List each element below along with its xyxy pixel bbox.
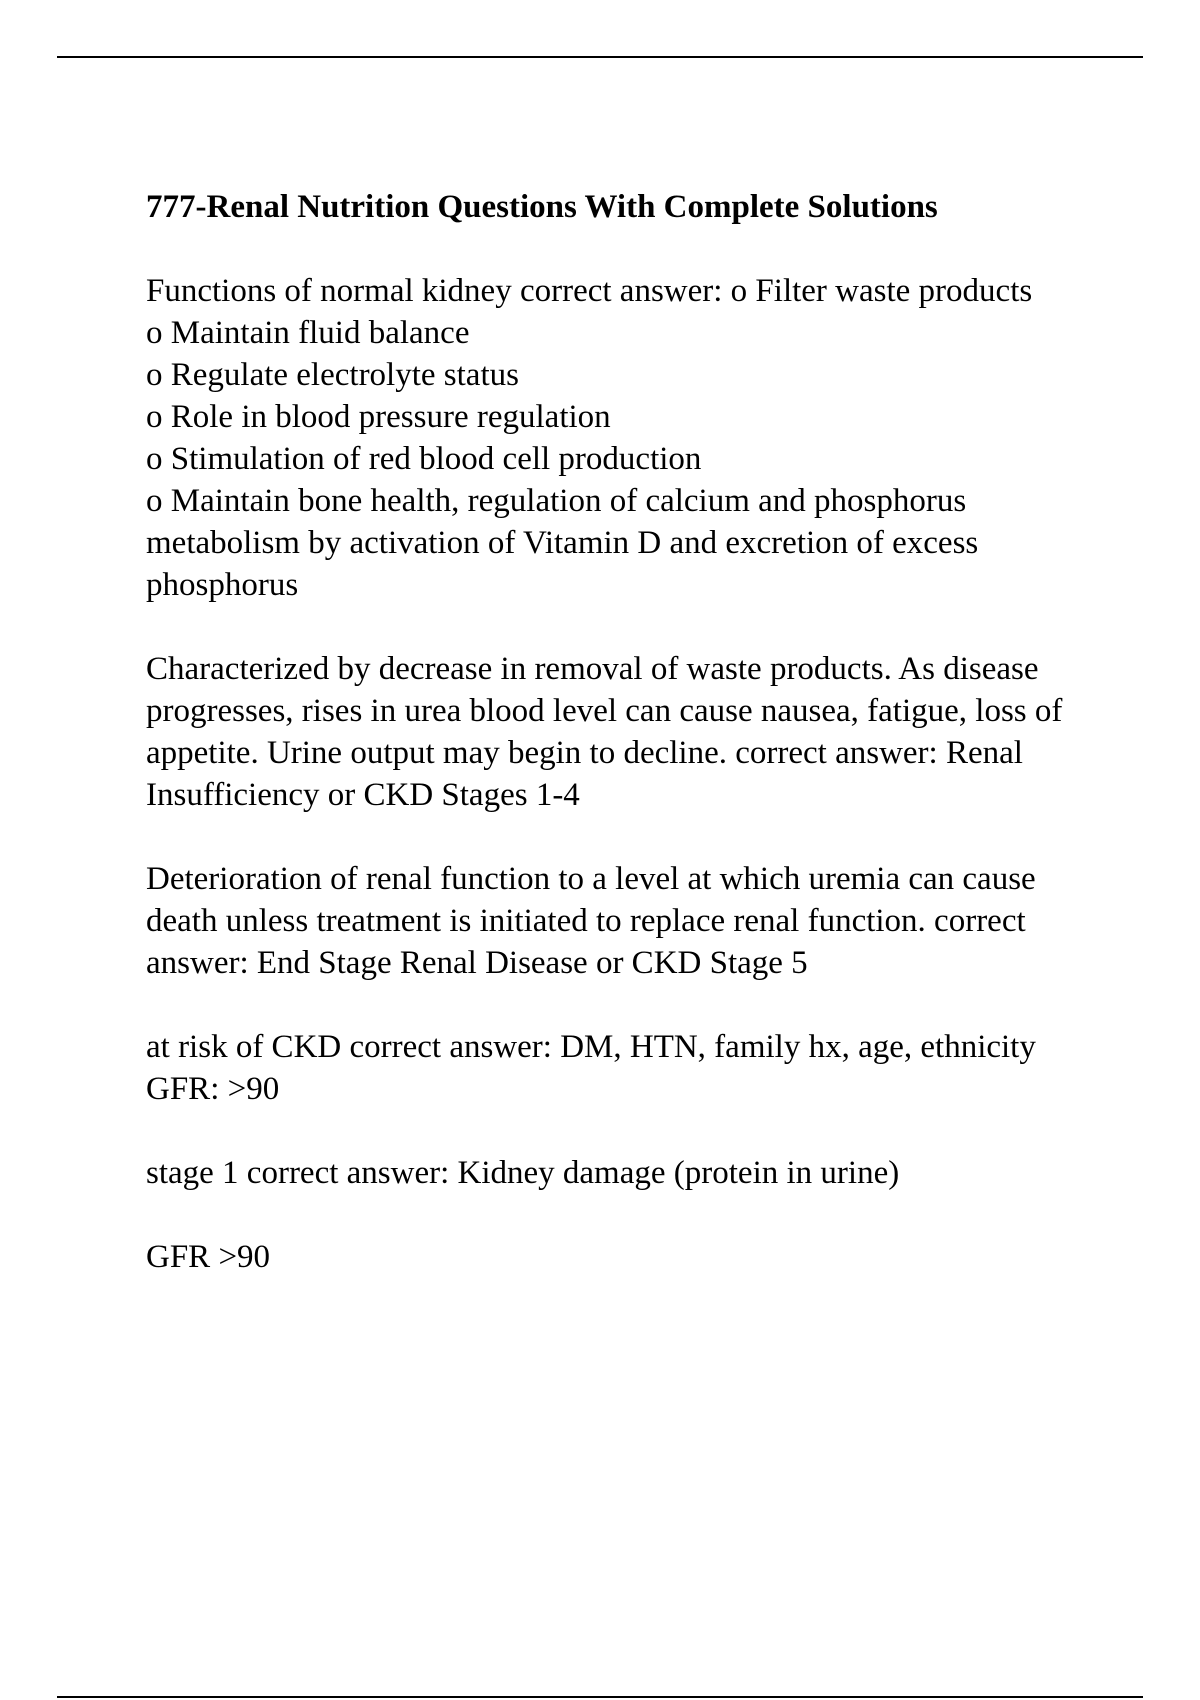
answer-item: o Regulate electrolyte status: [146, 357, 519, 393]
gfr-value: GFR: >90: [146, 1071, 280, 1107]
gfr-stage-1: GFR >90: [146, 1239, 271, 1275]
question-esrd: Deterioration of renal function to a level at which uremia can cause death unless treatment is initiated to replace renal function. correct answer: End Stage Renal Disease or CKD Stage 5: [146, 861, 1036, 981]
question-at-risk-ckd: [146, 1026, 1086, 1110]
top-rule: [57, 56, 1143, 58]
answer-item: o Role in blood pressure regulation: [146, 399, 611, 435]
answer-item: o Maintain bone health, regulation of calcium and phosphorus metabolism by activation of Vitamin D and excretion of excess phosphorus: [146, 483, 979, 603]
question-text: Functions of normal kidney correct answer: o Filter waste products: [146, 273, 1033, 309]
answer-item: o Stimulation of red blood cell production: [146, 441, 702, 477]
document-title: 777-Renal Nutrition Questions With Complete Solutions: [146, 189, 938, 225]
document-body: [146, 186, 1086, 1320]
bottom-rule: [57, 1696, 1143, 1698]
question-kidney-functions: [146, 270, 1086, 606]
question-text: at risk of CKD correct answer: DM, HTN, family hx, age, ethnicity: [146, 1029, 1036, 1065]
question-stage-1: stage 1 correct answer: Kidney damage (protein in urine): [146, 1155, 900, 1191]
answer-item: o Maintain fluid balance: [146, 315, 470, 351]
question-renal-insufficiency: Characterized by decrease in removal of waste products. As disease progresses, rises in urea blood level can cause nausea, fatigue, loss of appetite. Urine output may begin to decline. correct answer: Renal Insufficiency or CKD Stages 1-4: [146, 651, 1063, 813]
